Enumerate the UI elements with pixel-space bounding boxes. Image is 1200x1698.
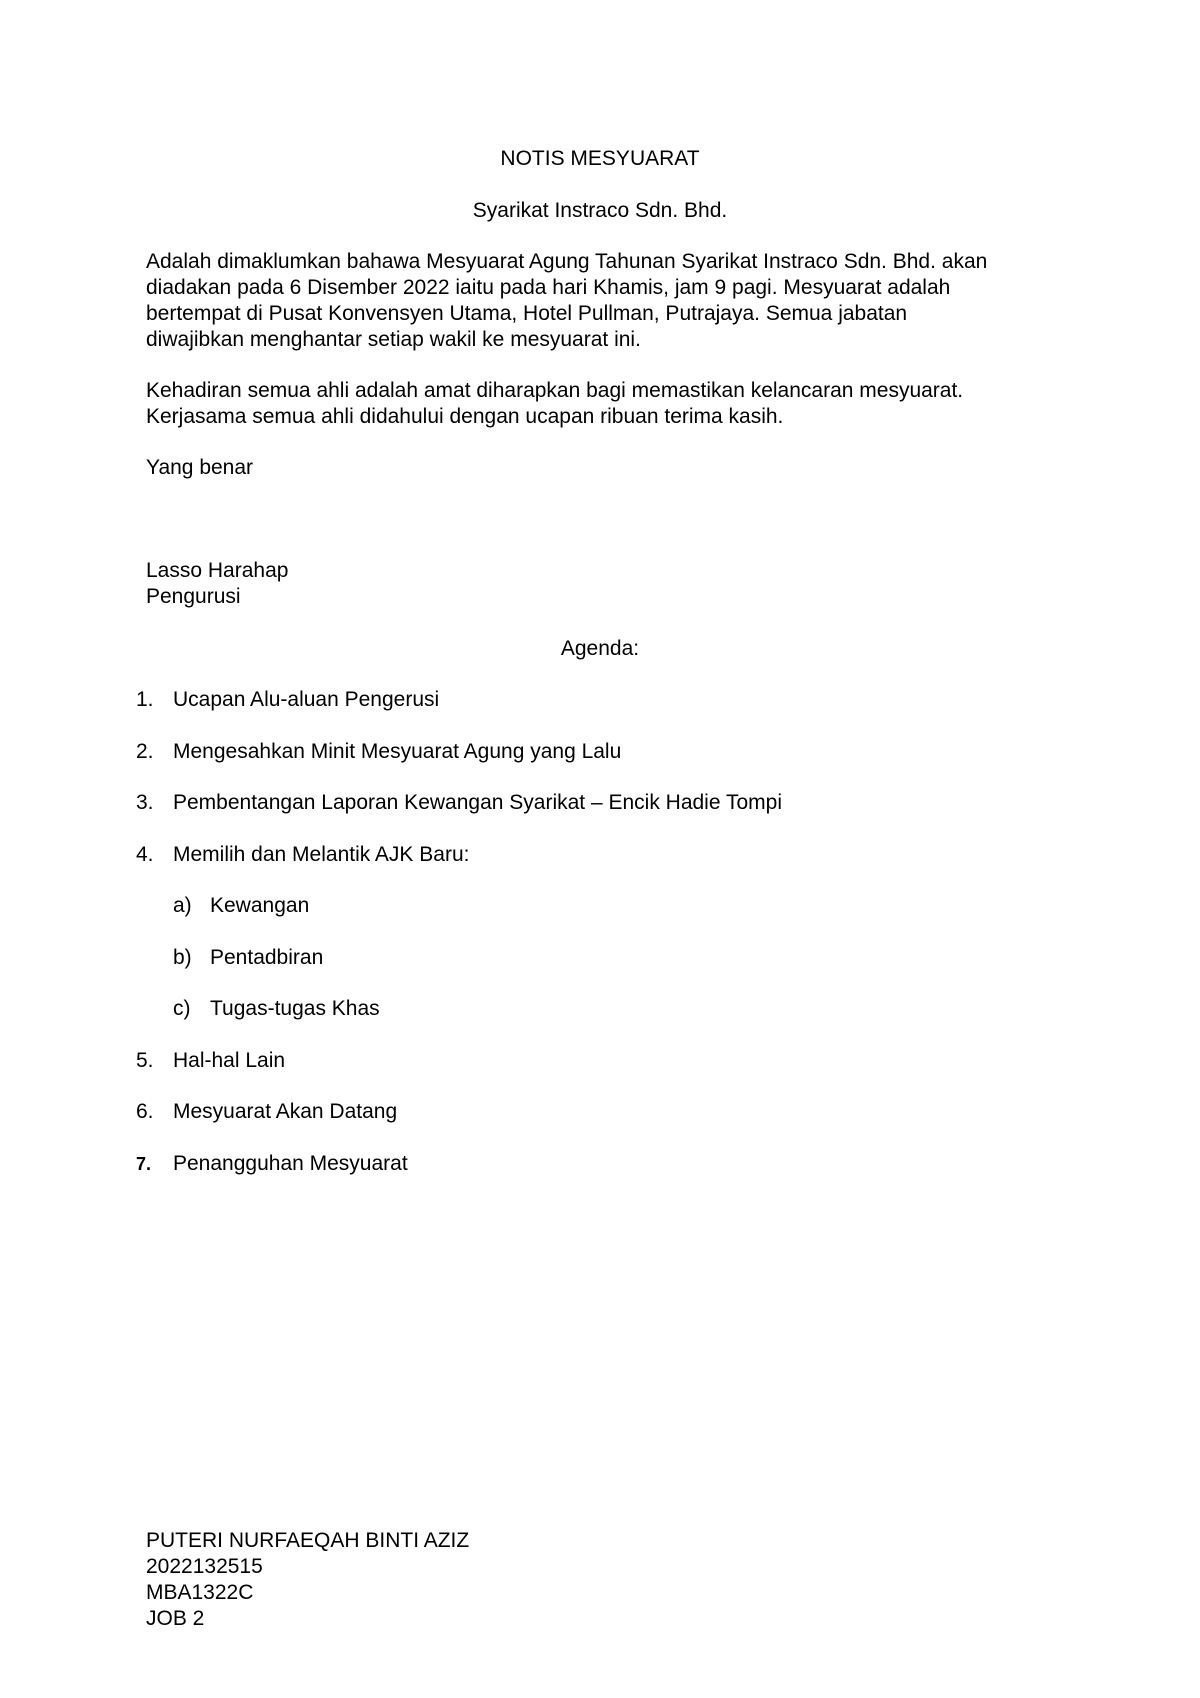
agenda-sub-item [173, 893, 309, 919]
agenda-item-text: Mesyuarat Akan Datang [173, 1100, 398, 1123]
agenda-item-text: Hal-hal Lain [173, 1049, 286, 1072]
notice-paragraph-2 [146, 378, 1066, 430]
agenda-item [136, 790, 782, 816]
agenda-item [136, 1048, 285, 1074]
agenda-item-text: Pembentangan Laporan Kewangan Syarikat – Encik Hadie Tompi [173, 791, 782, 814]
agenda-item-number: 5. [136, 1049, 154, 1072]
agenda-item-number: 7. [136, 1154, 152, 1174]
agenda-item [136, 739, 621, 765]
agenda-item-text: Mengesahkan Minit Mesyuarat Agung yang Lalu [173, 740, 622, 763]
agenda-sub-item [173, 945, 323, 971]
paragraph-2-line: Kerjasama semua ahli didahului dengan ucapan ribuan terima kasih. [146, 405, 784, 428]
paragraph-1-line: bertempat di Pusat Konvensyen Utama, Hotel Pullman, Putrajaya. Semua jabatan [146, 302, 908, 325]
agenda-item-text: Memilih dan Melantik AJK Baru: [173, 843, 470, 866]
paragraph-1-line: diadakan pada 6 Disember 2022 iaitu pada hari Khamis, jam 9 pagi. Mesyuarat adalah [146, 276, 951, 299]
paragraph-2-line: Kehadiran semua ahli adalah amat diharapkan bagi memastikan kelancaran mesyuarat. [146, 379, 964, 402]
agenda-item [136, 1099, 397, 1125]
company-name: Syarikat Instraco Sdn. Bhd. [472, 199, 728, 222]
agenda-item-number: 6. [136, 1100, 154, 1123]
agenda-item-text: Ucapan Alu-aluan Pengerusi [173, 688, 440, 711]
agenda-item [136, 1151, 408, 1177]
notice-title: NOTIS MESYUARAT [500, 147, 700, 170]
agenda-item [136, 842, 469, 868]
agenda-item-text: Penangguhan Mesyuarat [173, 1152, 408, 1175]
assignment-label: JOB 2 [146, 1607, 205, 1630]
agenda-sub-item-letter: a) [173, 894, 192, 917]
student-id: 2022132515 [146, 1555, 263, 1578]
agenda-item-number: 1. [136, 688, 154, 711]
agenda-item-number: 2. [136, 740, 154, 763]
agenda-sub-item-text: Pentadbiran [210, 946, 324, 969]
agenda-sub-item-text: Kewangan [210, 894, 310, 917]
closing-salutation: Yang benar [146, 456, 254, 479]
signatory-name: Lasso Harahap [146, 559, 289, 582]
agenda-item [136, 687, 439, 713]
agenda-sub-item [173, 996, 380, 1022]
agenda-heading: Agenda: [560, 637, 640, 660]
paragraph-1-line: diwajibkan menghantar setiap wakil ke mesyuarat ini. [146, 328, 641, 351]
student-name: PUTERI NURFAEQAH BINTI AZIZ [146, 1529, 470, 1552]
class-code: MBA1322C [146, 1581, 254, 1604]
notice-paragraph-1 [146, 249, 1066, 353]
agenda-item-number: 3. [136, 791, 154, 814]
signatory-title: Pengurusi [146, 585, 241, 608]
student-details-footer [146, 1528, 469, 1632]
agenda-sub-item-letter: b) [173, 946, 192, 969]
agenda-item-number: 4. [136, 843, 154, 866]
agenda-sub-item-letter: c) [173, 997, 191, 1020]
paragraph-1-line: Adalah dimaklumkan bahawa Mesyuarat Agung Tahunan Syarikat Instraco Sdn. Bhd. akan [146, 250, 988, 273]
agenda-sub-item-text: Tugas-tugas Khas [210, 997, 380, 1020]
